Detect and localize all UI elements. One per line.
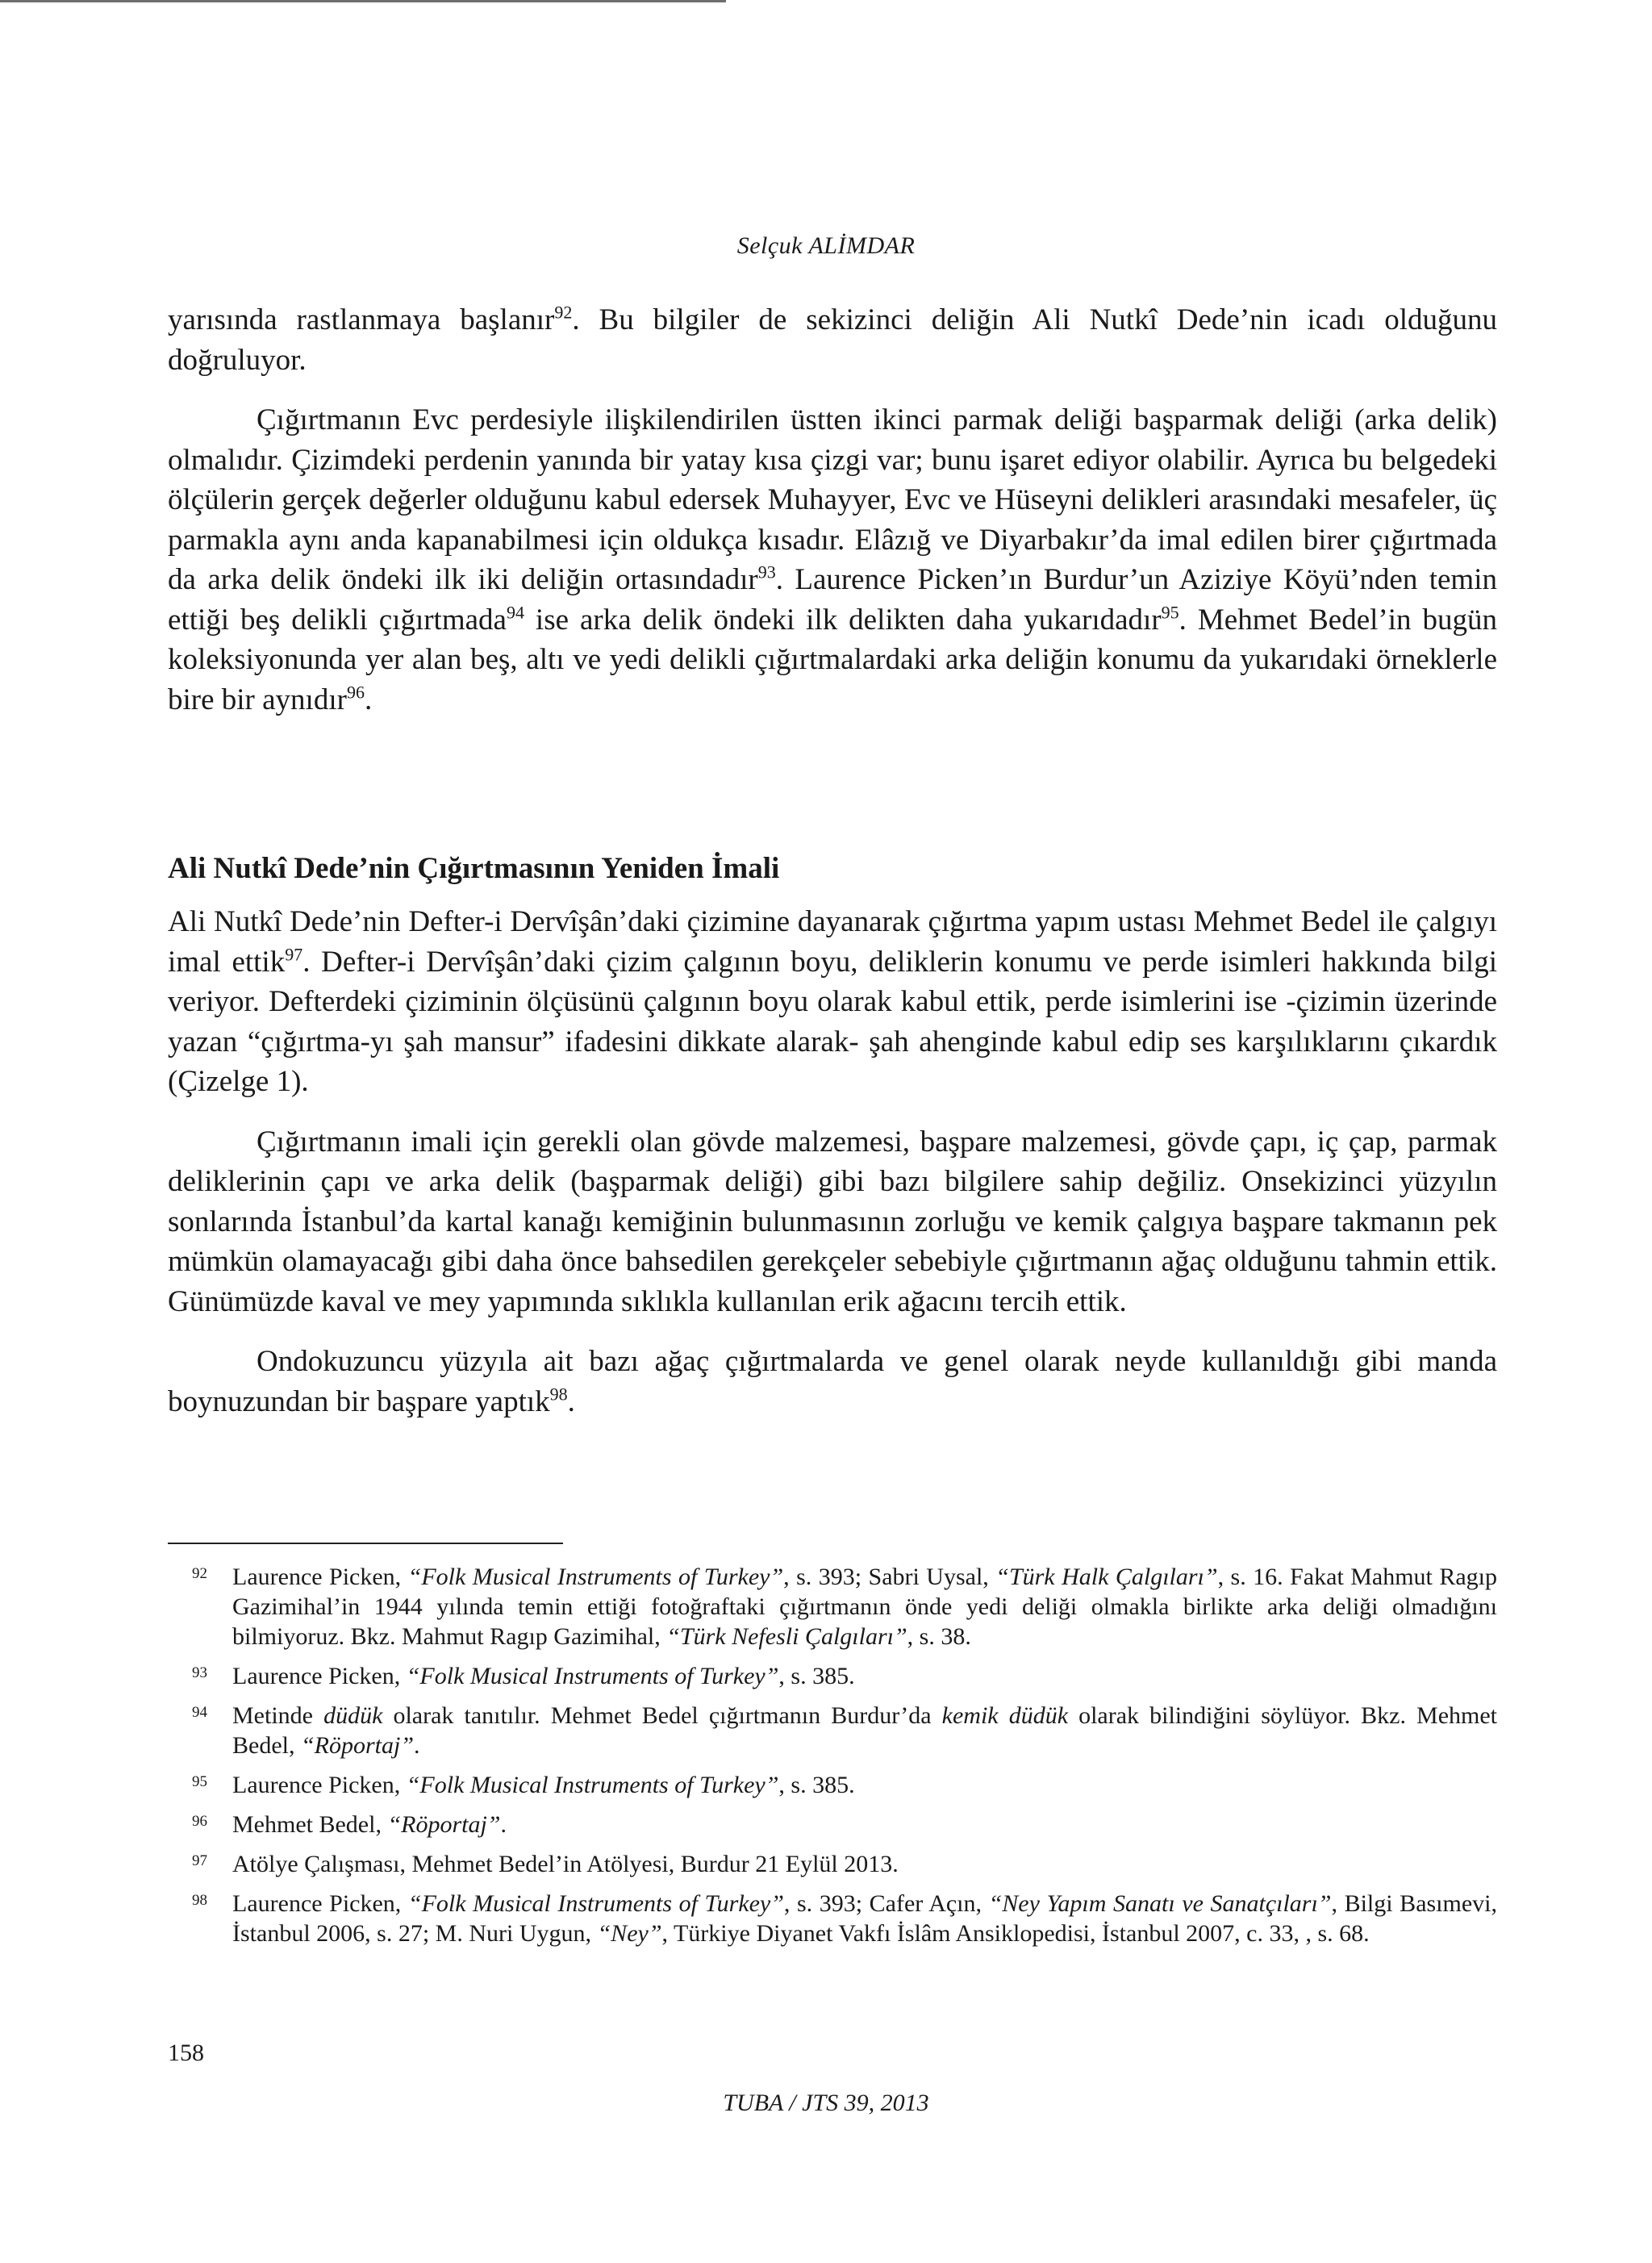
text-run: , s. 385. (778, 1663, 855, 1689)
text-run: Laurence Picken, (232, 1890, 408, 1917)
text-run: Laurence Picken, (232, 1663, 407, 1689)
footnote-number: 93 (192, 1664, 207, 1681)
italic-title: “Röportaj” (300, 1732, 415, 1759)
text-run: Laurence Picken, (232, 1564, 408, 1590)
paragraph (168, 902, 1497, 1102)
section (168, 849, 1497, 889)
text-run: Mehmet Bedel, (232, 1811, 388, 1838)
text-run: . Mehmet Bedel’in bugün koleksiyonunda yer alan beş, altı ve yedi delikli çığırtmalardaki arka deliğin konumu da yukarıdaki örneklerle bire bir aynıdır (168, 603, 1497, 716)
italic-title: “Ney Yapım Sanatı ve Sanatçıları” (988, 1890, 1332, 1917)
paragraph (168, 1342, 1497, 1422)
paragraph (168, 400, 1497, 720)
text-run: . Laurence Picken’ın Burdur’un Aziziye Köyü’nden temin ettiği beş delikli çığırtmada (168, 563, 1497, 637)
text-run: Metinde (232, 1702, 324, 1729)
text-run: Çığırtmanın imali için gerekli olan gövde malzemesi, başpare malzemesi, gövde çapı, iç çap, parmak deliklerinin çapı ve arka delik (başparmak deliği) gibi bazı bilgilere sahip değiliz. Onsekizinci yüzyılın sonlarında İstanbul’da kartal kanağı kemiğinin bulunmasının zorluğu ve kemik çalgıya başpare takmanın pek mümkün olamayacağı gibi daha önce bahsedilen gerekçeler sebebiyle çığırtmanın ağaç olduğunu tahmin ettik. Günümüzde kaval ve mey yapımında sıklıkla kullanılan erik ağacını tercih ettik. (168, 1125, 1497, 1318)
italic-title: “Röportaj” (387, 1811, 501, 1838)
body-text-section (168, 902, 1497, 1422)
text-run: . (500, 1811, 507, 1838)
text-run: , s. 393; Sabri Uysal, (783, 1564, 996, 1590)
footnote-ref: 94 (506, 602, 524, 623)
text-run: . Defter-i Dervîşân’daki çizim çalgının boyu, deliklerin konumu ve perde isimleri hakkında bilgi veriyor. Defterdeki çiziminin ölçüsünü çalgının boyu olarak kabul ettik, perde isimlerini ise -çizimin üzerinde yazan “çığırtma-yı şah mansur” ifadesini dikkate alarak- şah ahenginde kabul edip ses karşılıklarını çıkardık (Çizelge 1). (168, 945, 1497, 1098)
footnote-ref: 95 (1161, 602, 1179, 623)
footnote (168, 1562, 1497, 1651)
text-run: , s. 385. (778, 1772, 855, 1798)
footnote (168, 1849, 1497, 1879)
footnote (168, 1770, 1497, 1800)
text-run: ise arka delik öndeki ilk delikten daha yukarıdadır (524, 603, 1162, 637)
italic-title: “Folk Musical Instruments of Turkey” (406, 1663, 779, 1689)
text-run: , s. 16. Fakat Mahmut Ragıp Gazimihal’in 1944 yılında temin ettiği fotoğraftaki çığırtmanın önde yedi deliği olmakla birlikte arka deliği olmadığını bilmiyoruz. Bkz. Mahmut Ragıp Gazimihal, (232, 1564, 1498, 1650)
text-run: Ondokuzuncu yüzyıla ait bazı ağaç çığırtmalarda ve genel olarak neyde kullanıldığı gibi manda boynuzundan bir başpare yaptık (168, 1345, 1497, 1418)
text-run: Ali Nutkî Dede’nin Defter-i Dervîşân’daki çizimine dayanarak çığırtma yapım ustası Mehmet Bedel ile çalgıyı imal ettik (168, 905, 1497, 979)
text-run: Atölye Çalışması, Mehmet Bedel’in Atölyesi, Burdur 21 Eylül 2013. (232, 1851, 899, 1877)
footnote-number: 92 (192, 1565, 207, 1582)
italic-title: “Türk Halk Çalgıları” (995, 1564, 1218, 1590)
italic-title: “Ney” (597, 1920, 662, 1947)
footnote-ref: 92 (554, 302, 573, 323)
section-heading: Ali Nutkî Dede’nin Çığırtmasının Yeniden İmali (168, 852, 780, 885)
text-run: olarak bilindiğini söylüyor. Bkz. Mehmet Bedel, (232, 1702, 1497, 1759)
text-run: . (414, 1732, 420, 1759)
journal-footer: TUBA / JTS 39, 2013 (723, 2090, 929, 2116)
text-run: Çığırtmanın Evc perdesiyle ilişkilendirilen üstten ikinci parmak deliği başparmak deliği (arka delik) olmalıdır. Çizimdeki perdenin yanında bir yatay kısa çizgi var; bunu işaret ediyor olabilir. Ayrıca bu belgedeki ölçülerin gerçek değerler olduğunu kabul edersek Muhayyer, Evc ve Hüseyni delikleri arasındaki mesafeler, üç parmakla aynı anda kapanabilmesi için oldukça kısadır. Elâzığ ve Diyarbakır’da imal edilen birer çığırtmada da arka delik öndeki ilk iki deliğin ortasındadır (168, 403, 1497, 596)
footnote-number: 97 (192, 1852, 207, 1869)
text-run: yarısında rastlanmaya başlanır (168, 303, 555, 336)
italic-title: “Folk Musical Instruments of Turkey” (407, 1564, 784, 1590)
footnote-ref: 97 (285, 944, 303, 965)
italic-title: “Türk Nefesli Çalgıları” (666, 1623, 907, 1650)
italic-title: “Folk Musical Instruments of Turkey” (406, 1772, 779, 1798)
italic-title: düdük (323, 1702, 383, 1729)
body-text-top (168, 300, 1497, 720)
footnote (168, 1661, 1497, 1691)
footnote-ref: 98 (549, 1384, 568, 1405)
footnote-number: 94 (192, 1704, 207, 1721)
footnote-number: 96 (192, 1813, 207, 1830)
footnote-ref: 96 (346, 682, 365, 703)
italic-title: “Folk Musical Instruments of Turkey” (407, 1890, 784, 1917)
text-run: olarak tanıtılır. Mehmet Bedel çığırtmanın Burdur’da (382, 1702, 942, 1729)
text-run: , s. 38. (907, 1623, 971, 1650)
text-run: . (567, 1384, 575, 1418)
text-run: , Türkiye Diyanet Vakfı İslâm Ansiklopedisi, İstanbul 2007, c. 33, , s. 68. (661, 1920, 1370, 1947)
footnote-number: 95 (192, 1773, 207, 1790)
footnote (168, 1810, 1497, 1839)
footnote-separator (168, 1543, 563, 1544)
footnote-ref: 93 (757, 562, 776, 582)
footnote (168, 1701, 1497, 1760)
footnote (168, 1889, 1497, 1948)
running-head: Selçuk ALİMDAR (736, 232, 916, 259)
footnotes (168, 1562, 1497, 1958)
text-run: , s. 393; Cafer Açın, (783, 1890, 989, 1917)
page-number: 158 (168, 2040, 204, 2066)
text-run: . (364, 683, 373, 716)
paragraph (168, 300, 1497, 380)
italic-title: kemik düdük (941, 1702, 1069, 1729)
text-run: . Bu bilgiler de sekizinci deliğin Ali Nutkî Dede’nin icadı olduğunu doğruluyor. (168, 303, 1497, 377)
text-run: Laurence Picken, (232, 1772, 407, 1798)
paragraph (168, 1122, 1497, 1322)
text-run: , Bilgi Basımevi, İstanbul 2006, s. 27; M. Nuri Uygun, (232, 1890, 1497, 1947)
footnote-number: 98 (192, 1892, 207, 1909)
scan-edge (0, 0, 726, 2)
